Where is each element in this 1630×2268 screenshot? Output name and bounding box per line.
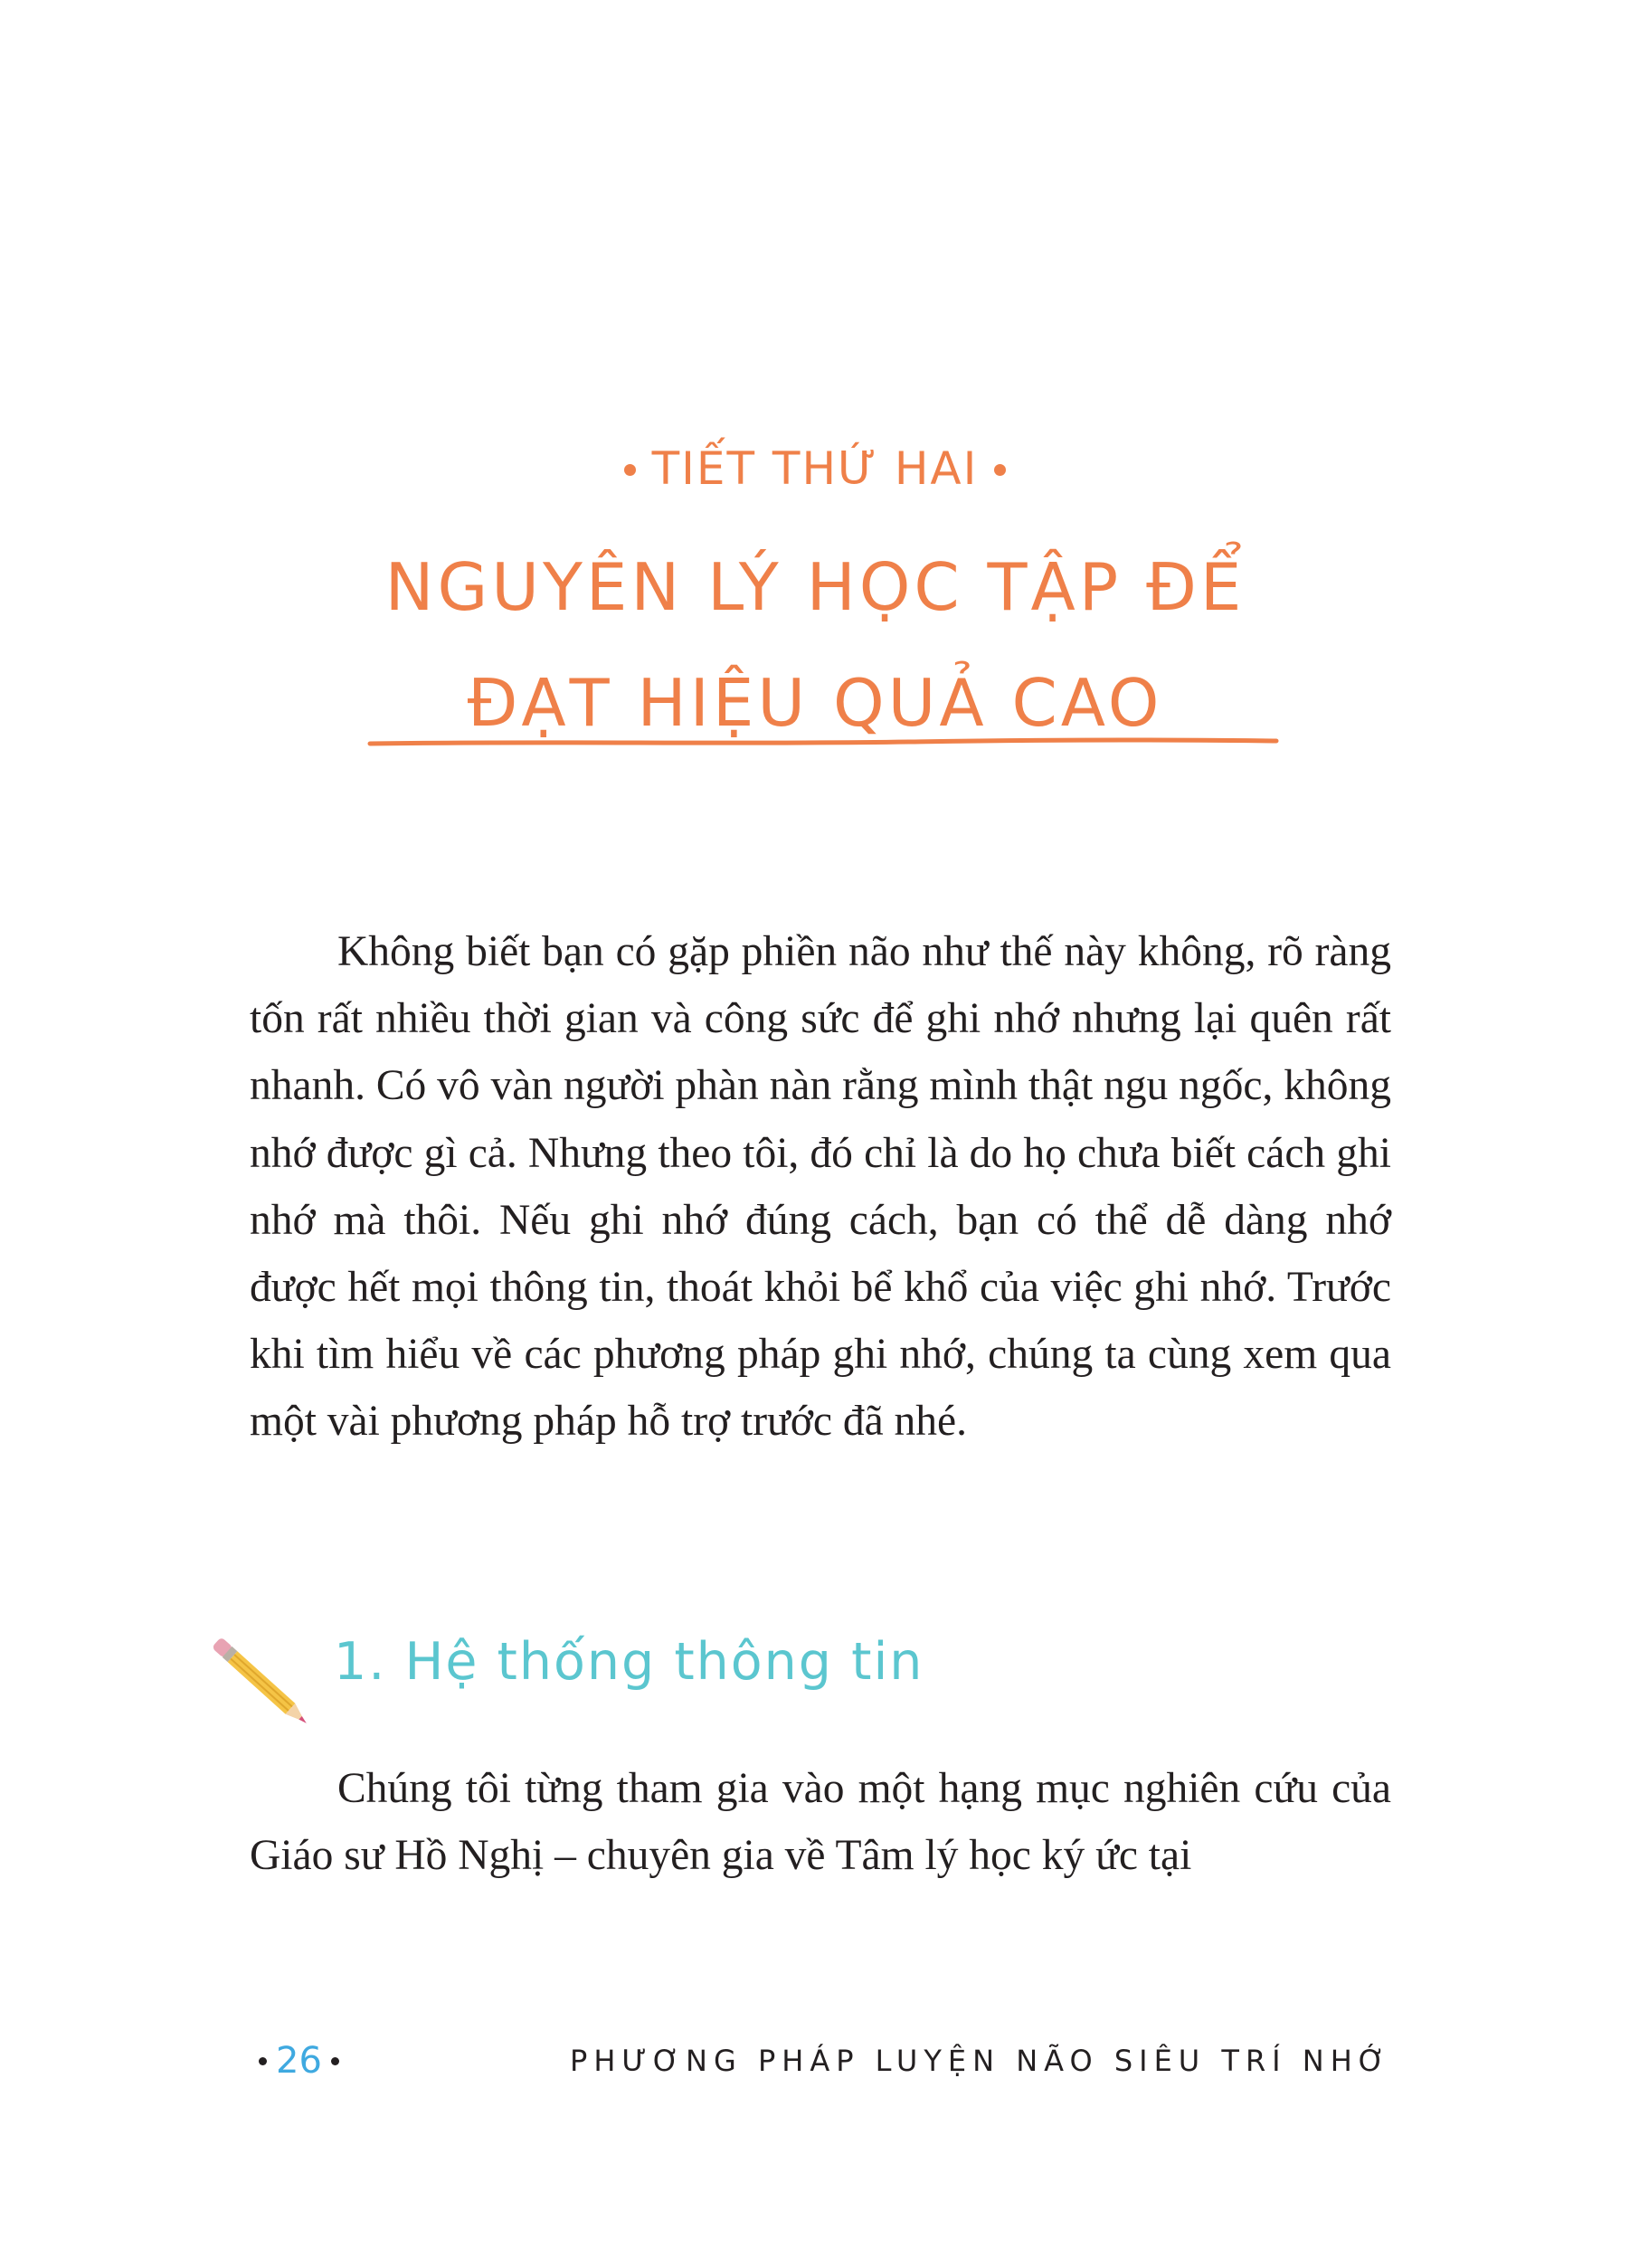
bullet-dot-icon bbox=[259, 2057, 267, 2065]
bullet-dot-icon bbox=[331, 2057, 339, 2065]
chapter-kicker bbox=[0, 441, 1630, 496]
bullet-dot-icon bbox=[624, 464, 636, 476]
title-underline-divider bbox=[366, 735, 1280, 751]
bullet-dot-icon bbox=[994, 464, 1006, 476]
chapter-title-line-2: ĐẠT HIỆU QUẢ CAO bbox=[467, 665, 1163, 741]
page-number bbox=[250, 2040, 348, 2082]
chapter-title bbox=[0, 529, 1630, 761]
body-paragraph-section: Chúng tôi từng tham gia vào một hạng mục nghiên cứu của Giáo sư Hồ Nghị – chuyên gia về Tâm lý học ký ức tại bbox=[250, 1765, 1391, 1880]
body-paragraph-intro: Không biết bạn có gặp phiền não như thế này không, rõ ràng tốn rất nhiều thời gian và công sức để ghi nhớ nhưng lại quên rất nhanh. Có vô vàn người phàn nàn rằng mình thật ngu ngốc, không nhớ được gì cả. Nhưng theo tôi, đó chỉ là do họ chưa biết cách ghi nhớ mà thôi. Nếu ghi nhớ đúng cách, bạn có thể dễ dàng nhớ được hết mọi thông tin, thoát khỏi bể khổ của việc ghi nhớ. Trước khi tìm hiểu về các phương pháp ghi nhớ, chúng ta cùng xem qua một vài phương pháp hỗ trợ trước đã nhé. bbox=[250, 928, 1391, 1446]
section-heading bbox=[203, 1628, 1198, 1737]
pencil-icon bbox=[203, 1628, 320, 1737]
running-title: PHƯƠNG PHÁP LUYỆN NÃO SIÊU TRÍ NHỚ bbox=[570, 2044, 1391, 2078]
chapter-title-line-1: NGUYÊN LÝ HỌC TẬP ĐỂ bbox=[384, 549, 1246, 625]
section-title: 1. Hệ thống thông tin bbox=[334, 1632, 924, 1692]
page-footer bbox=[250, 2040, 1391, 2094]
chapter-kicker-label: TIẾT THỨ HAI bbox=[651, 442, 979, 495]
page-number-value: 26 bbox=[276, 2040, 322, 2082]
